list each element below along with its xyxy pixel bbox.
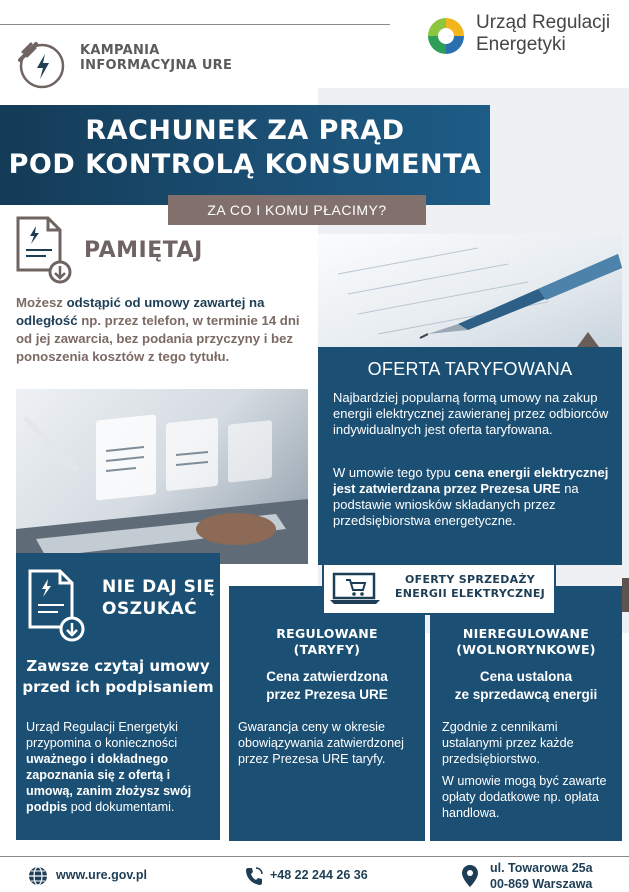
unregulated-heading [430, 626, 622, 658]
campaign-line-2: INFORMACYJNA URE [80, 58, 233, 73]
logo-line-1: Urząd Regulacji [476, 12, 611, 33]
scam-sub-1: Zawsze czytaj umowy [26, 657, 210, 675]
website-link[interactable]: www.ure.gov.pl [56, 868, 147, 882]
unregulated-heading-2: (WOLNORYNKOWE) [456, 642, 596, 657]
logo-line-2: Energetyki [476, 34, 566, 55]
scam-heading [102, 576, 215, 620]
unregulated-subheading [430, 668, 622, 704]
document-download-icon [14, 214, 72, 284]
regulated-heading [229, 626, 425, 658]
scam-heading-1: NIE DAJ SIĘ [102, 577, 216, 597]
sales-heading-2: ENERGII ELEKTRYCZNEJ [394, 587, 546, 600]
regulated-subheading [229, 668, 425, 704]
oferta-heading: OFERTA TARYFOWANA [367, 359, 573, 379]
scam-body-3: pod dokumentami. [67, 800, 175, 814]
oferta-paragraph-2 [333, 465, 613, 529]
phone-link[interactable]: +48 22 244 26 36 [270, 868, 368, 882]
laptop-documents-photo [16, 389, 308, 564]
sales-heading-1: OFERTY SPRZEDAŻY [405, 573, 535, 586]
decor-accent-bar [622, 578, 629, 612]
unregulated-body-1: Zgodnie z cennikami ustalanymi przez każde przedsiębiorstwo. [442, 720, 574, 766]
campaign-line-1: KAMPANIA [80, 43, 160, 58]
unregulated-body-2: W umowie mogą być zawarte opłaty dodatkowe np. opłata handlowa. [442, 774, 607, 820]
address-line-1: ul. Towarowa 25a [490, 861, 593, 875]
phone-icon [244, 866, 264, 886]
scam-heading-2: OSZUKAĆ [102, 599, 198, 619]
oferta-p2-bold: cena energii elektrycznej jest zatwierdzana przez Prezesa URE [333, 465, 609, 496]
regulated-heading-2: (TARYFY) [293, 642, 361, 657]
pamietaj-text-3: np. przez telefon, w terminie 14 dni od jej zawarcia, bez podania przyczyny i bez ponoszenia kosztów z tego tytułu. [16, 313, 300, 364]
pamietaj-text [16, 294, 306, 366]
subtitle-badge: ZA CO I KOMU PŁACIMY? [168, 195, 426, 225]
scam-paragraph [26, 719, 218, 815]
page-title [0, 114, 490, 182]
scam-sub-2: przed ich podpisaniem [22, 678, 214, 696]
oferta-paragraph-1: Najbardziej popularną formą umowy na zakup energii elektrycznej zawieranej przez odbiorców indywidualnych jest oferta taryfowana. [333, 390, 609, 437]
address-line-2: 00-869 Warszawa [490, 877, 593, 891]
laptop-illustration [16, 389, 308, 564]
laptop-cart-icon [328, 570, 382, 608]
unregulated-sub-1: Cena ustalona [479, 669, 573, 684]
header-divider [0, 24, 390, 25]
address [490, 860, 593, 892]
location-pin-icon [460, 864, 480, 888]
scam-body-bold: uważnego i dokładnego zapoznania się z ofertą i umową, zanim złożysz swój podpis [26, 752, 192, 814]
campaign-label [80, 43, 260, 73]
title-line-1: RACHUNEK ZA PRĄD [85, 115, 405, 146]
oferta-p2-c: na podstawie wniosków składanych przez przedsiębiorstwa energetyczne. [333, 481, 579, 528]
regulated-sub-2: przez Prezesa URE [266, 687, 388, 702]
title-line-2: POD KONTROLĄ KONSUMENTA [8, 149, 482, 180]
decor-triangle [577, 332, 599, 347]
ure-logo-text [476, 12, 626, 56]
plug-lightning-icon [14, 38, 66, 90]
pamietaj-text-1: Możesz [16, 295, 67, 310]
pamietaj-heading: PAMIĘTAJ [84, 238, 203, 263]
regulated-card [229, 586, 425, 841]
oferta-p2-a: W umowie tego typu [333, 465, 455, 480]
unregulated-heading-1: NIEREGULOWANE [462, 626, 590, 641]
scam-body-1: Urząd Regulacji Energetyki przypomina o konieczności [26, 720, 178, 750]
regulated-sub-1: Cena zatwierdzona [266, 669, 388, 684]
ure-logo-icon [424, 14, 468, 58]
unregulated-sub-2: ze sprzedawcą energii [454, 687, 598, 702]
globe-icon [28, 866, 48, 886]
regulated-heading-1: REGULOWANE [276, 626, 378, 641]
sales-offers-heading [390, 573, 550, 601]
document-download-icon-white [26, 567, 86, 645]
regulated-body: Gwarancja ceny w okresie obowiązywania zatwierdzonej przez Prezesa URE taryfy. [238, 720, 404, 766]
scam-subheading [16, 656, 220, 698]
pamietaj-text-highlight: odstąpić od umowy zawartej na odległość [16, 295, 265, 328]
footer-divider [0, 856, 629, 857]
